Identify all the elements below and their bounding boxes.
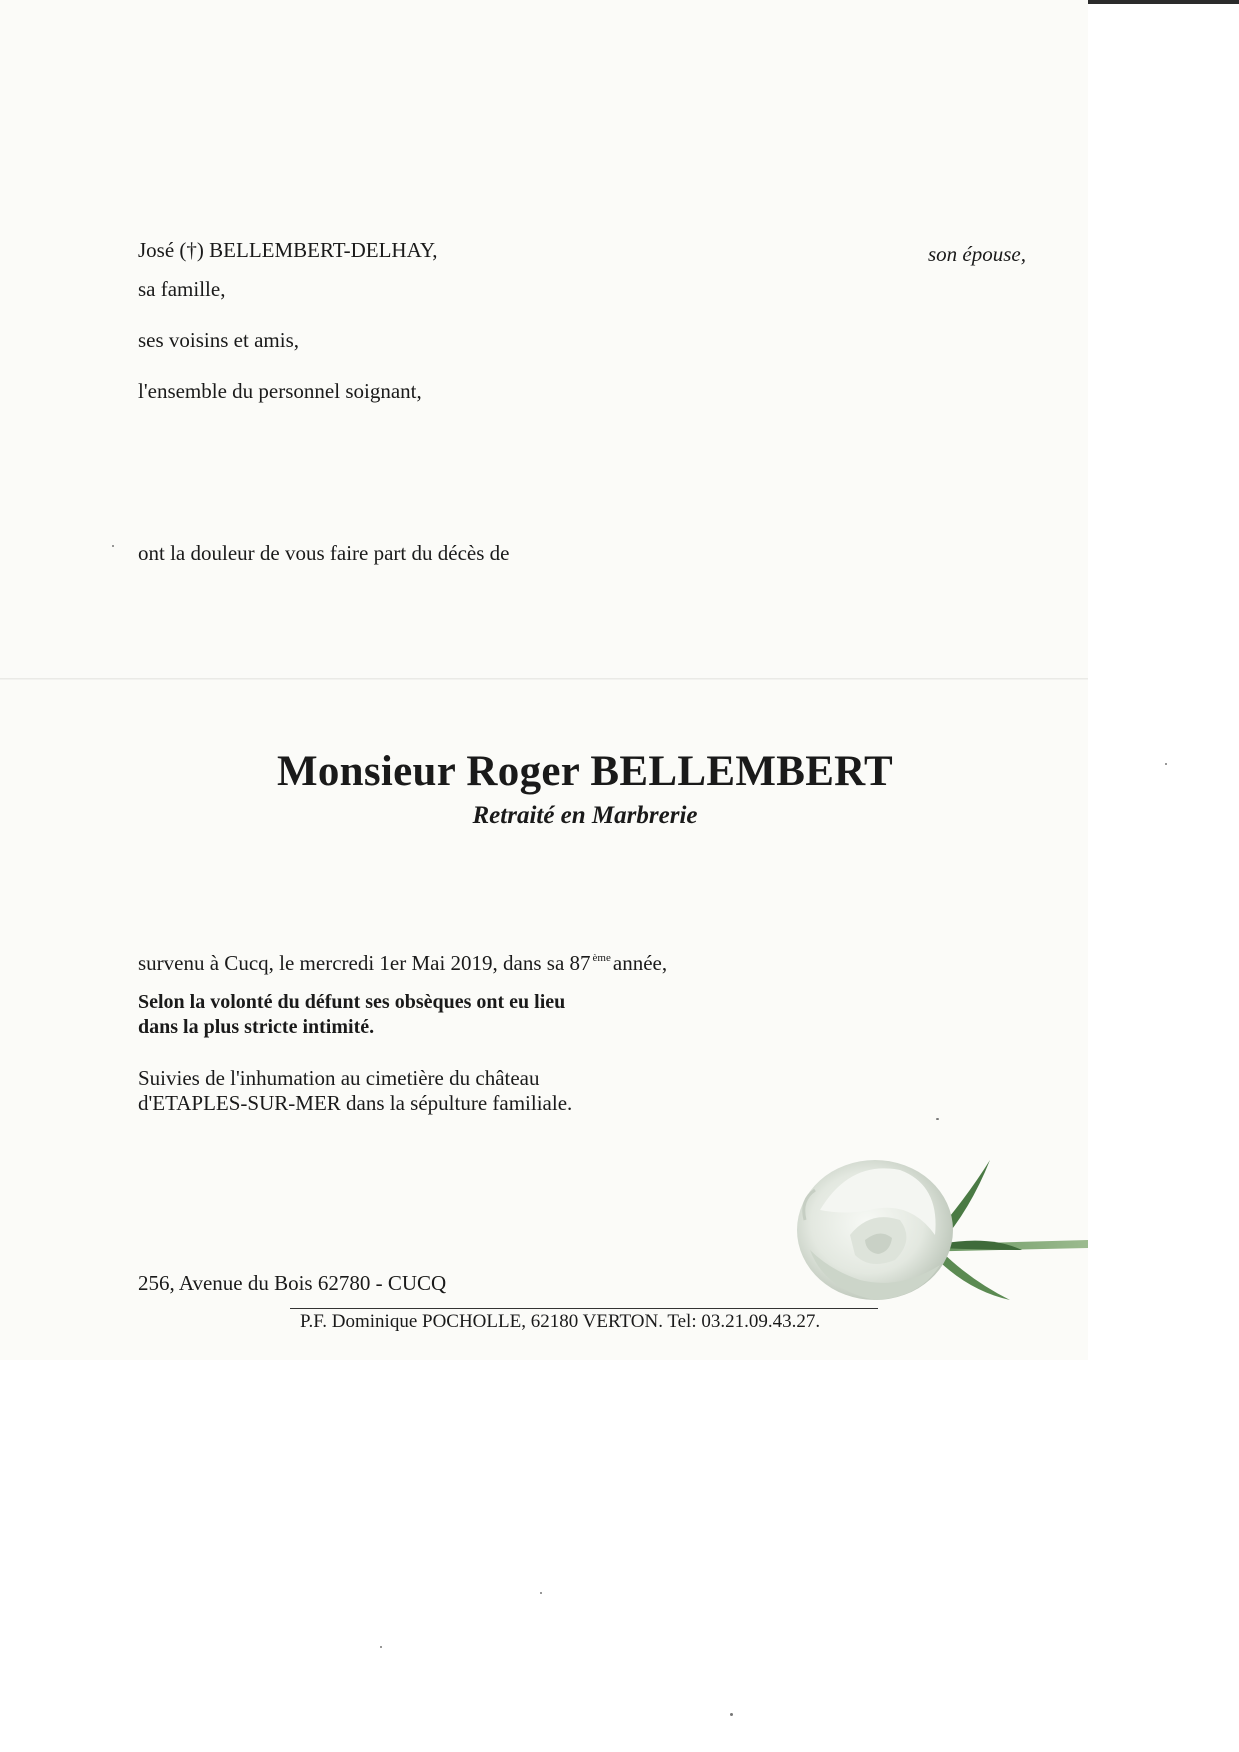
- scan-speck: [540, 1592, 542, 1594]
- white-rose-icon: [790, 1140, 1088, 1310]
- funeral-line-2: dans la plus stricte intimité.: [138, 1016, 375, 1038]
- widow-relation: son épouse,: [928, 242, 1026, 266]
- neighbours-line: ses voisins et amis,: [138, 328, 299, 352]
- widow-name: José (†) BELLEMBERT-DELHAY,: [138, 238, 438, 262]
- death-details-sup: ème: [592, 952, 611, 964]
- death-details-end: année,: [612, 951, 668, 975]
- burial-line-1: Suivies de l'inhumation au cimetière du château: [138, 1066, 540, 1090]
- deceased-name: Monsieur Roger BELLEMBERT: [276, 748, 893, 795]
- death-details-main: survenu à Cucq, le mercredi 1er Mai 2019, dans sa 87: [138, 951, 591, 975]
- funeral-line-1: Selon la volonté du défunt ses obsèques ont eu lieu: [138, 991, 566, 1013]
- scan-speck: [112, 545, 114, 547]
- scan-edge: [1086, 0, 1239, 4]
- death-details: [138, 951, 667, 976]
- intro-line: ont la douleur de vous faire part du décès de: [138, 541, 510, 565]
- deceased-occupation: Retraité en Marbrerie: [472, 802, 698, 829]
- funeral-home: P.F. Dominique POCHOLLE, 62180 VERTON. Tel: 03.21.09.43.27.: [300, 1311, 821, 1332]
- staff-line: l'ensemble du personnel soignant,: [138, 379, 422, 403]
- card-fold: [0, 678, 1088, 680]
- scan-speck: [1165, 763, 1167, 765]
- family-line: sa famille,: [138, 277, 226, 301]
- scan-speck: [730, 1713, 733, 1716]
- family-address: 256, Avenue du Bois 62780 - CUCQ: [138, 1271, 447, 1295]
- burial-line-2: d'ETAPLES-SUR-MER dans la sépulture familiale.: [138, 1091, 573, 1115]
- scan-speck: [936, 1118, 939, 1120]
- scan-speck: [380, 1646, 382, 1648]
